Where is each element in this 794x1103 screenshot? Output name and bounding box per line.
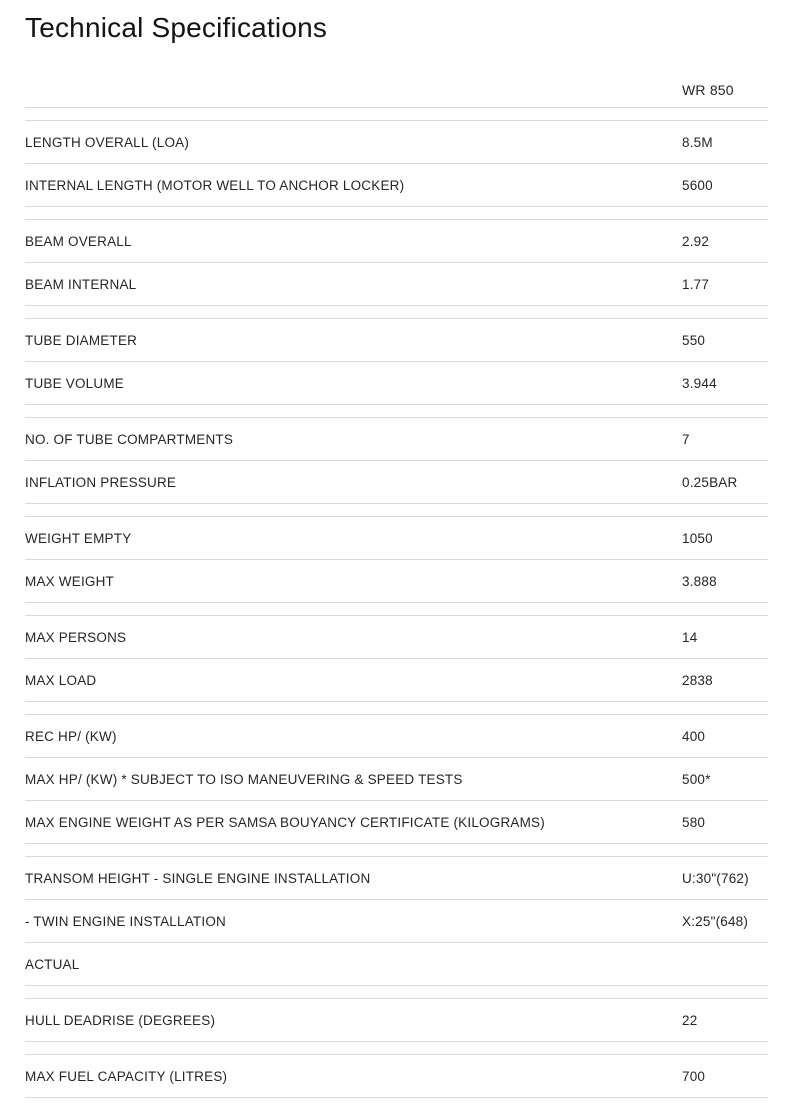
spec-value: 1050 [682,530,713,546]
group-spacer [25,306,768,319]
spec-label: BEAM OVERALL [25,233,132,249]
spec-label: MAX FUEL CAPACITY (LITRES) [25,1068,228,1084]
group-spacer [25,603,768,616]
spec-value: X:25"(648) [682,913,749,929]
table-row [25,943,768,986]
spec-label: WEIGHT EMPTY [25,530,132,546]
table-row [25,801,768,844]
group-spacer [25,504,768,517]
group-spacer [25,405,768,418]
spec-label: BEAM INTERNAL [25,276,137,292]
spec-label: TUBE VOLUME [25,375,124,391]
table-row [25,1055,768,1098]
table-row [25,659,768,702]
table-row [25,263,768,306]
group-spacer [25,1042,768,1055]
spec-label: LENGTH OVERALL (LOA) [25,134,190,150]
spec-label: REC HP/ (KW) [25,728,117,744]
spec-rows [25,121,768,1098]
spec-value: 2838 [682,672,713,688]
spec-value: 7 [682,431,690,447]
table-row [25,362,768,405]
group-spacer [25,986,768,999]
table-row [25,900,768,943]
spec-value: U:30"(762) [682,870,749,886]
spec-label: TUBE DIAMETER [25,332,138,348]
spec-value: 3.888 [682,573,717,589]
spec-page [25,0,768,1098]
table-row [25,121,768,164]
spec-value: 500* [682,771,711,787]
spec-value: 8.5M [682,134,713,150]
spec-label: - TWIN ENGINE INSTALLATION [25,913,226,929]
table-row [25,418,768,461]
spec-value: 700 [682,1068,706,1084]
spec-label: HULL DEADRISE (DEGREES) [25,1012,216,1028]
table-header-row [25,45,768,108]
spec-label: ACTUAL [25,956,80,972]
table-row [25,999,768,1042]
group-spacer [25,108,768,121]
spec-label: TRANSOM HEIGHT - SINGLE ENGINE INSTALLATION [25,870,371,886]
spec-value: 550 [682,332,706,348]
spec-label: INTERNAL LENGTH (MOTOR WELL TO ANCHOR LOCKER) [25,177,405,193]
spec-value: 580 [682,814,706,830]
spec-label: INFLATION PRESSURE [25,474,177,490]
spec-value: 1.77 [682,276,710,292]
spec-label: MAX WEIGHT [25,573,114,589]
table-row [25,715,768,758]
table-row [25,220,768,263]
spec-value: 22 [682,1012,698,1028]
table-row [25,461,768,504]
table-row [25,857,768,900]
spec-label: MAX ENGINE WEIGHT AS PER SAMSA BOUYANCY CERTIFICATE (KILOGRAMS) [25,814,545,830]
group-spacer [25,844,768,857]
table-row [25,616,768,659]
spec-value: 5600 [682,177,713,193]
spec-value: 2.92 [682,233,710,249]
spec-label: MAX LOAD [25,672,97,688]
table-row [25,758,768,801]
column-header-model: WR 850 [682,82,734,98]
table-row [25,517,768,560]
page-title: Technical Specifications [25,12,328,43]
spec-value: 14 [682,629,698,645]
spec-value: 400 [682,728,706,744]
table-row [25,560,768,603]
spec-value: 3.944 [682,375,717,391]
table-row [25,319,768,362]
spec-table [25,45,768,1098]
spec-label: MAX PERSONS [25,629,127,645]
spec-label: NO. OF TUBE COMPARTMENTS [25,431,234,447]
table-row [25,164,768,207]
group-spacer [25,207,768,220]
spec-label: MAX HP/ (KW) * SUBJECT TO ISO MANEUVERING & SPEED TESTS [25,771,463,787]
group-spacer [25,702,768,715]
spec-value: 0.25BAR [682,474,738,490]
